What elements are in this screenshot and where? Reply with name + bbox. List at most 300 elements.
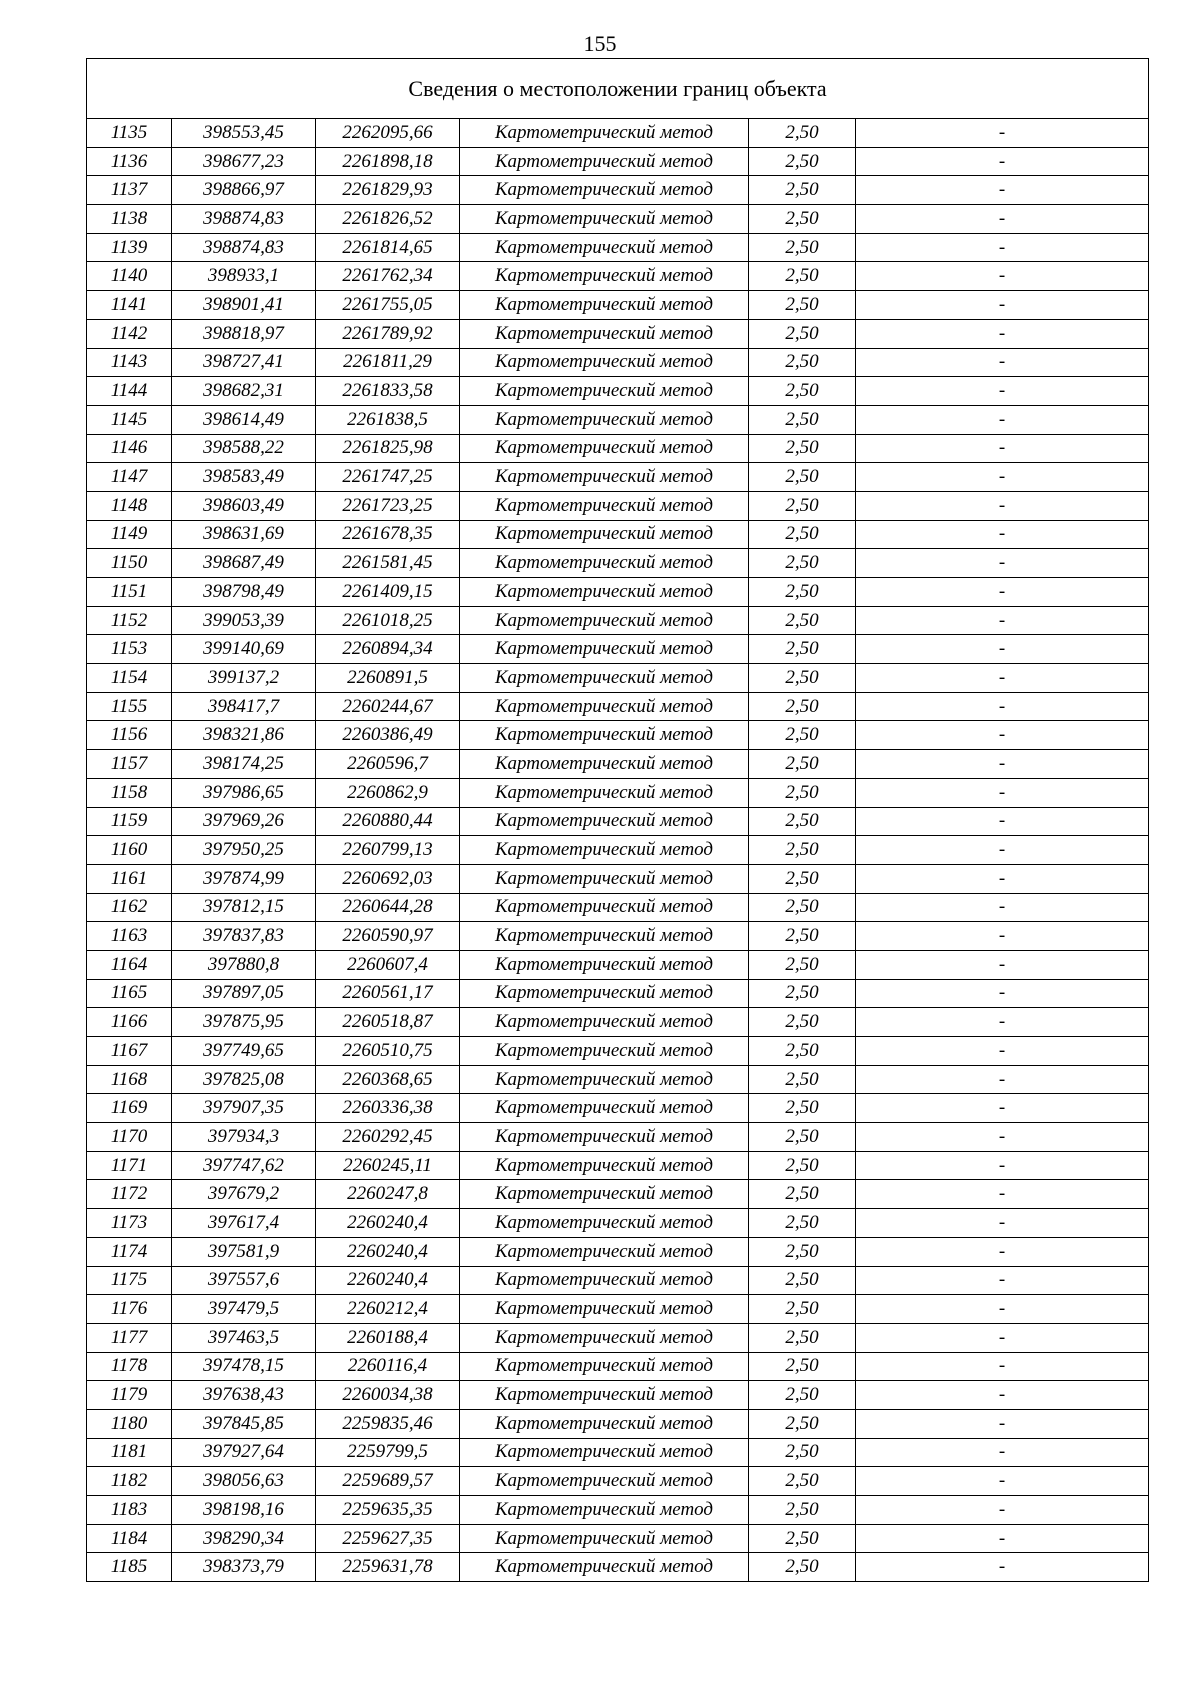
x-coordinate-cell: 398727,41 [172,348,316,377]
point-number-cell: 1150 [87,549,172,578]
point-number-cell: 1172 [87,1180,172,1209]
point-number-cell: 1181 [87,1438,172,1467]
note-cell: - [856,1151,1149,1180]
table-row [87,893,1149,922]
accuracy-cell: 2,50 [749,979,856,1008]
table-row [87,377,1149,406]
accuracy-cell: 2,50 [749,1266,856,1295]
y-coordinate-cell: 2259799,5 [316,1438,460,1467]
accuracy-cell: 2,50 [749,1381,856,1410]
table-row [87,1409,1149,1438]
table-row [87,1438,1149,1467]
table-row [87,1065,1149,1094]
accuracy-cell: 2,50 [749,893,856,922]
point-number-cell: 1138 [87,205,172,234]
accuracy-cell: 2,50 [749,635,856,664]
note-cell: - [856,405,1149,434]
x-coordinate-cell: 397463,5 [172,1323,316,1352]
accuracy-cell: 2,50 [749,176,856,205]
y-coordinate-cell: 2260894,34 [316,635,460,664]
note-cell: - [856,119,1149,148]
table-row [87,1496,1149,1525]
note-cell: - [856,979,1149,1008]
point-number-cell: 1179 [87,1381,172,1410]
accuracy-cell: 2,50 [749,491,856,520]
method-cell: Картометрический метод [460,434,749,463]
note-cell: - [856,1438,1149,1467]
table-row [87,1094,1149,1123]
accuracy-cell: 2,50 [749,606,856,635]
method-cell: Картометрический метод [460,1467,749,1496]
table-row [87,1524,1149,1553]
x-coordinate-cell: 399137,2 [172,664,316,693]
accuracy-cell: 2,50 [749,1352,856,1381]
accuracy-cell: 2,50 [749,377,856,406]
table-row [87,1323,1149,1352]
method-cell: Картометрический метод [460,979,749,1008]
point-number-cell: 1158 [87,778,172,807]
method-cell: Картометрический метод [460,520,749,549]
note-cell: - [856,520,1149,549]
accuracy-cell: 2,50 [749,922,856,951]
point-number-cell: 1161 [87,864,172,893]
accuracy-cell: 2,50 [749,692,856,721]
x-coordinate-cell: 397897,05 [172,979,316,1008]
table-row [87,1123,1149,1152]
y-coordinate-cell: 2260240,4 [316,1237,460,1266]
method-cell: Картометрический метод [460,233,749,262]
table-row [87,664,1149,693]
method-cell: Картометрический метод [460,1553,749,1582]
method-cell: Картометрический метод [460,405,749,434]
accuracy-cell: 2,50 [749,950,856,979]
method-cell: Картометрический метод [460,864,749,893]
method-cell: Картометрический метод [460,922,749,951]
method-cell: Картометрический метод [460,147,749,176]
y-coordinate-cell: 2260244,67 [316,692,460,721]
point-number-cell: 1149 [87,520,172,549]
accuracy-cell: 2,50 [749,205,856,234]
y-coordinate-cell: 2260245,11 [316,1151,460,1180]
y-coordinate-cell: 2260368,65 [316,1065,460,1094]
accuracy-cell: 2,50 [749,1237,856,1266]
note-cell: - [856,778,1149,807]
y-coordinate-cell: 2259689,57 [316,1467,460,1496]
x-coordinate-cell: 398198,16 [172,1496,316,1525]
y-coordinate-cell: 2260247,8 [316,1180,460,1209]
x-coordinate-cell: 398687,49 [172,549,316,578]
table-body [87,59,1149,1582]
method-cell: Картометрический метод [460,319,749,348]
method-cell: Картометрический метод [460,750,749,779]
point-number-cell: 1184 [87,1524,172,1553]
point-number-cell: 1153 [87,635,172,664]
method-cell: Картометрический метод [460,721,749,750]
x-coordinate-cell: 397969,26 [172,807,316,836]
accuracy-cell: 2,50 [749,1524,856,1553]
x-coordinate-cell: 398373,79 [172,1553,316,1582]
point-number-cell: 1142 [87,319,172,348]
point-number-cell: 1183 [87,1496,172,1525]
table-row [87,1266,1149,1295]
table-row [87,864,1149,893]
x-coordinate-cell: 397927,64 [172,1438,316,1467]
point-number-cell: 1137 [87,176,172,205]
x-coordinate-cell: 397934,3 [172,1123,316,1152]
accuracy-cell: 2,50 [749,578,856,607]
accuracy-cell: 2,50 [749,1553,856,1582]
accuracy-cell: 2,50 [749,807,856,836]
x-coordinate-cell: 398866,97 [172,176,316,205]
accuracy-cell: 2,50 [749,1123,856,1152]
y-coordinate-cell: 2261755,05 [316,291,460,320]
table-row [87,1180,1149,1209]
method-cell: Картометрический метод [460,606,749,635]
table-row [87,1352,1149,1381]
method-cell: Картометрический метод [460,1151,749,1180]
y-coordinate-cell: 2261409,15 [316,578,460,607]
table-row [87,291,1149,320]
accuracy-cell: 2,50 [749,1065,856,1094]
x-coordinate-cell: 398603,49 [172,491,316,520]
x-coordinate-cell: 398290,34 [172,1524,316,1553]
y-coordinate-cell: 2260240,4 [316,1209,460,1238]
point-number-cell: 1156 [87,721,172,750]
accuracy-cell: 2,50 [749,348,856,377]
method-cell: Картометрический метод [460,578,749,607]
accuracy-cell: 2,50 [749,1496,856,1525]
point-number-cell: 1147 [87,463,172,492]
accuracy-cell: 2,50 [749,1094,856,1123]
y-coordinate-cell: 2260518,87 [316,1008,460,1037]
note-cell: - [856,1409,1149,1438]
note-cell: - [856,836,1149,865]
x-coordinate-cell: 397812,15 [172,893,316,922]
point-number-cell: 1180 [87,1409,172,1438]
x-coordinate-cell: 397617,4 [172,1209,316,1238]
method-cell: Картометрический метод [460,549,749,578]
accuracy-cell: 2,50 [749,1438,856,1467]
table-header-row [87,59,1149,119]
method-cell: Картометрический метод [460,1323,749,1352]
accuracy-cell: 2,50 [749,520,856,549]
y-coordinate-cell: 2261838,5 [316,405,460,434]
x-coordinate-cell: 397825,08 [172,1065,316,1094]
table-row [87,578,1149,607]
point-number-cell: 1166 [87,1008,172,1037]
accuracy-cell: 2,50 [749,664,856,693]
point-number-cell: 1140 [87,262,172,291]
method-cell: Картометрический метод [460,692,749,721]
y-coordinate-cell: 2259631,78 [316,1553,460,1582]
method-cell: Картометрический метод [460,1409,749,1438]
y-coordinate-cell: 2260880,44 [316,807,460,836]
table-row [87,549,1149,578]
accuracy-cell: 2,50 [749,463,856,492]
point-number-cell: 1176 [87,1295,172,1324]
accuracy-cell: 2,50 [749,721,856,750]
point-number-cell: 1151 [87,578,172,607]
table-row [87,750,1149,779]
note-cell: - [856,1496,1149,1525]
table-row [87,922,1149,951]
x-coordinate-cell: 397880,8 [172,950,316,979]
x-coordinate-cell: 398874,83 [172,205,316,234]
method-cell: Картометрический метод [460,1037,749,1066]
note-cell: - [856,1037,1149,1066]
table-row [87,119,1149,148]
x-coordinate-cell: 399140,69 [172,635,316,664]
note-cell: - [856,262,1149,291]
table-row [87,692,1149,721]
method-cell: Картометрический метод [460,1496,749,1525]
accuracy-cell: 2,50 [749,1467,856,1496]
note-cell: - [856,348,1149,377]
table-row [87,836,1149,865]
accuracy-cell: 2,50 [749,1323,856,1352]
x-coordinate-cell: 398614,49 [172,405,316,434]
x-coordinate-cell: 397581,9 [172,1237,316,1266]
method-cell: Картометрический метод [460,176,749,205]
accuracy-cell: 2,50 [749,147,856,176]
table-row [87,1151,1149,1180]
accuracy-cell: 2,50 [749,319,856,348]
method-cell: Картометрический метод [460,1381,749,1410]
accuracy-cell: 2,50 [749,434,856,463]
table-row [87,147,1149,176]
y-coordinate-cell: 2261762,34 [316,262,460,291]
note-cell: - [856,664,1149,693]
point-number-cell: 1162 [87,893,172,922]
table-row [87,635,1149,664]
note-cell: - [856,1524,1149,1553]
note-cell: - [856,1094,1149,1123]
boundary-coordinates-table [86,58,1149,1582]
x-coordinate-cell: 397907,35 [172,1094,316,1123]
note-cell: - [856,1065,1149,1094]
table-row [87,1295,1149,1324]
boundary-table-container [86,58,1148,1582]
point-number-cell: 1177 [87,1323,172,1352]
x-coordinate-cell: 397986,65 [172,778,316,807]
table-row [87,520,1149,549]
note-cell: - [856,1295,1149,1324]
point-number-cell: 1171 [87,1151,172,1180]
table-row [87,1008,1149,1037]
point-number-cell: 1168 [87,1065,172,1094]
table-row [87,463,1149,492]
point-number-cell: 1170 [87,1123,172,1152]
note-cell: - [856,147,1149,176]
note-cell: - [856,807,1149,836]
x-coordinate-cell: 398321,86 [172,721,316,750]
accuracy-cell: 2,50 [749,750,856,779]
method-cell: Картометрический метод [460,1065,749,1094]
y-coordinate-cell: 2260510,75 [316,1037,460,1066]
table-row [87,348,1149,377]
y-coordinate-cell: 2261898,18 [316,147,460,176]
accuracy-cell: 2,50 [749,778,856,807]
accuracy-cell: 2,50 [749,864,856,893]
point-number-cell: 1185 [87,1553,172,1582]
table-row [87,205,1149,234]
table-row [87,262,1149,291]
table-row [87,979,1149,1008]
y-coordinate-cell: 2260607,4 [316,950,460,979]
note-cell: - [856,319,1149,348]
accuracy-cell: 2,50 [749,836,856,865]
x-coordinate-cell: 397478,15 [172,1352,316,1381]
accuracy-cell: 2,50 [749,1295,856,1324]
point-number-cell: 1178 [87,1352,172,1381]
point-number-cell: 1157 [87,750,172,779]
table-row [87,807,1149,836]
x-coordinate-cell: 397837,83 [172,922,316,951]
x-coordinate-cell: 398056,63 [172,1467,316,1496]
y-coordinate-cell: 2261833,58 [316,377,460,406]
method-cell: Картометрический метод [460,778,749,807]
note-cell: - [856,291,1149,320]
table-row [87,1381,1149,1410]
note-cell: - [856,578,1149,607]
y-coordinate-cell: 2261825,98 [316,434,460,463]
note-cell: - [856,549,1149,578]
note-cell: - [856,434,1149,463]
note-cell: - [856,635,1149,664]
y-coordinate-cell: 2260336,38 [316,1094,460,1123]
x-coordinate-cell: 397874,99 [172,864,316,893]
accuracy-cell: 2,50 [749,549,856,578]
accuracy-cell: 2,50 [749,405,856,434]
accuracy-cell: 2,50 [749,262,856,291]
y-coordinate-cell: 2262095,66 [316,119,460,148]
y-coordinate-cell: 2261581,45 [316,549,460,578]
point-number-cell: 1146 [87,434,172,463]
method-cell: Картометрический метод [460,807,749,836]
x-coordinate-cell: 398677,23 [172,147,316,176]
note-cell: - [856,377,1149,406]
method-cell: Картометрический метод [460,205,749,234]
method-cell: Картометрический метод [460,1008,749,1037]
method-cell: Картометрический метод [460,1237,749,1266]
point-number-cell: 1145 [87,405,172,434]
point-number-cell: 1175 [87,1266,172,1295]
table-row [87,1467,1149,1496]
x-coordinate-cell: 397679,2 [172,1180,316,1209]
note-cell: - [856,1323,1149,1352]
method-cell: Картометрический метод [460,1438,749,1467]
accuracy-cell: 2,50 [749,1151,856,1180]
table-row [87,319,1149,348]
note-cell: - [856,1123,1149,1152]
point-number-cell: 1143 [87,348,172,377]
method-cell: Картометрический метод [460,1094,749,1123]
x-coordinate-cell: 398417,7 [172,692,316,721]
y-coordinate-cell: 2261826,52 [316,205,460,234]
y-coordinate-cell: 2260292,45 [316,1123,460,1152]
method-cell: Картометрический метод [460,1123,749,1152]
point-number-cell: 1154 [87,664,172,693]
x-coordinate-cell: 398583,49 [172,463,316,492]
method-cell: Картометрический метод [460,1266,749,1295]
accuracy-cell: 2,50 [749,119,856,148]
x-coordinate-cell: 398588,22 [172,434,316,463]
y-coordinate-cell: 2260188,4 [316,1323,460,1352]
x-coordinate-cell: 398901,41 [172,291,316,320]
accuracy-cell: 2,50 [749,1180,856,1209]
note-cell: - [856,205,1149,234]
y-coordinate-cell: 2260590,97 [316,922,460,951]
table-row [87,176,1149,205]
method-cell: Картометрический метод [460,635,749,664]
point-number-cell: 1148 [87,491,172,520]
y-coordinate-cell: 2260799,13 [316,836,460,865]
note-cell: - [856,606,1149,635]
method-cell: Картометрический метод [460,1352,749,1381]
y-coordinate-cell: 2261814,65 [316,233,460,262]
point-number-cell: 1159 [87,807,172,836]
y-coordinate-cell: 2260212,4 [316,1295,460,1324]
y-coordinate-cell: 2259835,46 [316,1409,460,1438]
point-number-cell: 1141 [87,291,172,320]
method-cell: Картометрический метод [460,1180,749,1209]
method-cell: Картометрический метод [460,291,749,320]
table-row [87,233,1149,262]
note-cell: - [856,893,1149,922]
table-title: Сведения о местоположении границ объекта [87,59,1149,119]
note-cell: - [856,1467,1149,1496]
point-number-cell: 1160 [87,836,172,865]
method-cell: Картометрический метод [460,1295,749,1324]
method-cell: Картометрический метод [460,836,749,865]
y-coordinate-cell: 2259627,35 [316,1524,460,1553]
point-number-cell: 1167 [87,1037,172,1066]
table-row [87,606,1149,635]
y-coordinate-cell: 2260891,5 [316,664,460,693]
note-cell: - [856,721,1149,750]
method-cell: Картометрический метод [460,950,749,979]
accuracy-cell: 2,50 [749,1008,856,1037]
method-cell: Картометрический метод [460,1524,749,1553]
point-number-cell: 1163 [87,922,172,951]
y-coordinate-cell: 2261829,93 [316,176,460,205]
table-row [87,1037,1149,1066]
accuracy-cell: 2,50 [749,1409,856,1438]
x-coordinate-cell: 398933,1 [172,262,316,291]
point-number-cell: 1139 [87,233,172,262]
y-coordinate-cell: 2259635,35 [316,1496,460,1525]
y-coordinate-cell: 2260561,17 [316,979,460,1008]
point-number-cell: 1169 [87,1094,172,1123]
note-cell: - [856,1352,1149,1381]
y-coordinate-cell: 2260596,7 [316,750,460,779]
note-cell: - [856,692,1149,721]
note-cell: - [856,1209,1149,1238]
y-coordinate-cell: 2261018,25 [316,606,460,635]
table-row [87,1237,1149,1266]
note-cell: - [856,1553,1149,1582]
y-coordinate-cell: 2261678,35 [316,520,460,549]
accuracy-cell: 2,50 [749,1037,856,1066]
note-cell: - [856,1266,1149,1295]
x-coordinate-cell: 398631,69 [172,520,316,549]
point-number-cell: 1135 [87,119,172,148]
point-number-cell: 1144 [87,377,172,406]
method-cell: Картометрический метод [460,664,749,693]
method-cell: Картометрический метод [460,1209,749,1238]
method-cell: Картометрический метод [460,463,749,492]
method-cell: Картометрический метод [460,893,749,922]
